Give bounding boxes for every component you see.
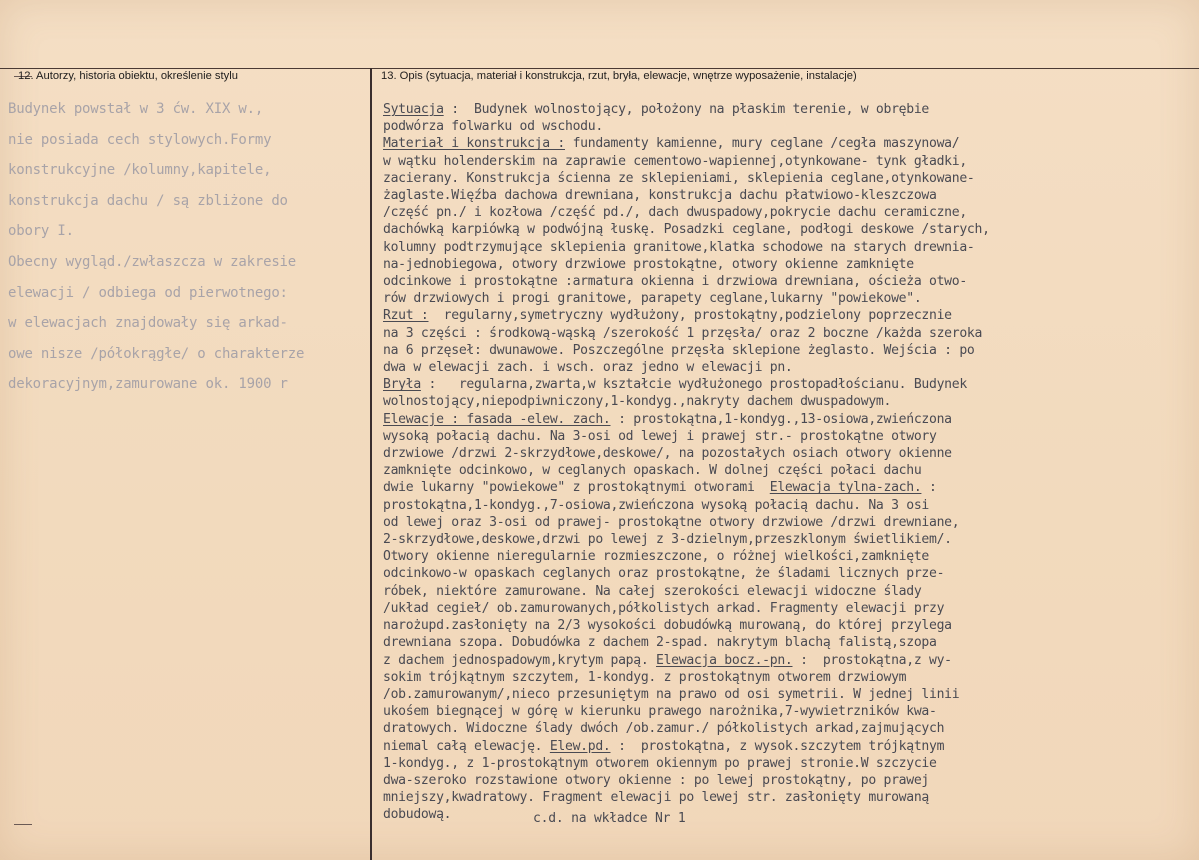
text-segment: dwa-szeroko rozstawione otwory okienne : po lewej prostokątny, po prawej: [383, 772, 929, 788]
text-segment: /układ cegieł/ ob.zamurowanych,półkolistych arkad. Fragmenty elewacji przy: [383, 600, 945, 616]
text-segment: fundamenty kamienne, mury ceglane /cegła maszynowa/: [565, 136, 960, 152]
underlined-heading: Elewacja tylna-zach.: [769, 480, 922, 496]
text-segment: : regularna,zwarta,w kształcie wydłużonego prostopadłościanu. Budynek: [420, 377, 967, 393]
text-line: [383, 686, 1195, 703]
underlined-heading: Sytuacja: [383, 102, 444, 117]
text-segment: sokim trójkątnym szczytem, 1-kondyg. z prostokątnym otworem drzwiowym: [383, 669, 907, 685]
text-line: [383, 135, 1195, 152]
text-segment: narożupd.zasłonięty na 2/3 wysokości dobudówką murowaną, do której przylega: [383, 618, 952, 634]
text-segment: z dachem jednospadowym,krytym papą.: [383, 652, 656, 668]
text-line: [383, 600, 1195, 617]
text-line: [383, 118, 1195, 135]
underlined-heading: Elew.pd.: [549, 738, 611, 754]
text-segment: kolumny podtrzymujące sklepienia granitowe,klatka schodowe na starych drewnia-: [383, 239, 975, 255]
text-segment: żaglaste.Więźba dachowa drewniana, konstrukcja dachu płatwiowo-kleszczowa: [383, 188, 937, 204]
text-segment: drzwiowe /drzwi 2-skrzydłowe,deskowe/, na pozostałych osiach otwory okienne: [383, 446, 952, 462]
text-segment: dwa w elewacji zach. i wsch. oraz jedno w elewacji pn.: [383, 360, 793, 376]
continuation-note: c.d. na wkładce Nr 1: [533, 811, 686, 826]
text-line: [383, 428, 1195, 445]
text-segment: 1-kondyg., z 1-prostokątnym otworem okiennym po prawej stronie.W szczycie: [383, 755, 937, 771]
text-line: [383, 772, 1195, 789]
text-line: konstrukcja dachu / są zbliżone do: [8, 192, 288, 209]
text-line: [383, 411, 1195, 428]
text-segment: 2-skrzydłowe,deskowe,drzwi po lewej z 3-dzielnym,przeszklonym świetlikiem/.: [383, 532, 952, 548]
text-line: [383, 221, 1195, 238]
text-segment: wysoką połacią dachu. Na 3-osi od lewej i prawej str.- prostokątne otwory: [383, 428, 937, 444]
section-13-text: [383, 101, 1195, 824]
text-segment: ukośem biegnącej w górę w kierunku prawego narożnika,7-wywietrzników kwa-: [383, 704, 937, 720]
text-line: [383, 101, 1195, 118]
text-line: [383, 445, 1195, 462]
text-segment: regularny,symetryczny wydłużony, prostokątny,podzielony poprzecznie: [428, 308, 952, 324]
text-line: [383, 565, 1195, 582]
text-segment: na 6 przęseł: dwunawowe. Poszczególne przęsła sklepione żeglasto. Wejścia : po: [383, 342, 975, 358]
text-segment: podwórza folwarku od wschodu.: [383, 119, 603, 135]
text-segment: Otwory okienne nieregularnie rozmieszczone, o różnej wielkości,zamknięte: [383, 549, 929, 565]
text-line: [383, 703, 1195, 720]
text-line: [383, 531, 1195, 548]
underlined-heading: Rzut :: [383, 308, 429, 324]
text-segment: rów drzwiowych i progi granitowe, parapety ceglane,lukarny "powiekowe".: [383, 291, 922, 307]
text-segment: dwie lukarny "powiekowe" z prostokątnymi otworami: [383, 480, 770, 496]
text-line: [383, 806, 1195, 823]
text-segment: dachówką karpiówką w podwójną łuskę. Posadzki ceglane, podłogi deskowe /starych,: [383, 222, 990, 238]
section-12-heading: 12. Autorzy, historia obiektu, określenie stylu: [18, 70, 238, 82]
text-line: [383, 393, 1195, 410]
margin-tick: [14, 824, 32, 825]
text-segment: dratowych. Widoczne ślady dwóch /ob.zamur./ półkolistych arkad,zajmujących: [383, 721, 945, 737]
text-line: [383, 187, 1195, 204]
text-line: [383, 548, 1195, 565]
text-segment: : prostokątna,1-kondyg.,13-osiowa,zwieńczona: [610, 411, 952, 427]
underlined-heading: Bryła: [383, 377, 421, 393]
text-segment: : Budynek wolnostojący, położony na płaskim terenie, w obrębie: [443, 102, 929, 117]
text-line: [383, 462, 1195, 479]
text-line: [383, 652, 1195, 669]
underlined-heading: Materiał i konstrukcja :: [383, 136, 565, 152]
text-line: [383, 617, 1195, 634]
text-line: [383, 359, 1195, 376]
text-segment: dobudową.: [383, 807, 452, 823]
text-line: [383, 325, 1195, 342]
text-line: [383, 273, 1195, 290]
text-line: [383, 290, 1195, 307]
text-line: [383, 170, 1195, 187]
text-segment: zamknięte odcinkowo, w ceglanych opaskach. W dolnej części połaci dachu: [383, 463, 922, 479]
section-13-heading: 13. Opis (sytuacja, materiał i konstrukcja, rzut, bryła, elewacje, wnętrze wyposażenie, instalacje): [381, 70, 857, 82]
text-line: [383, 634, 1195, 651]
text-segment: : prostokątna,z wy-: [792, 652, 952, 668]
text-line: [383, 376, 1195, 393]
text-segment: na-jednobiegowa, otwory drzwiowe prostokątne, otwory okienne zamknięte: [383, 256, 914, 272]
underlined-heading: Elewacje : fasada -elew. zach.: [383, 411, 611, 427]
text-line: [383, 755, 1195, 772]
text-line: w elewacjach znajdowały się arkad-: [8, 315, 288, 332]
text-line: [383, 497, 1195, 514]
text-line: Budynek powstał w 3 ćw. XIX w.,: [8, 101, 264, 117]
text-segment: od lewej oraz 3-osi od prawej- prostokątne otwory drzwiowe /drzwi drewniane,: [383, 514, 960, 530]
text-line: [383, 239, 1195, 256]
text-segment: w wątku holenderskim na zaprawie cementowo-wapiennej,otynkowane- tynk gładki,: [383, 153, 967, 169]
text-segment: : prostokątna, z wysok.szczytem trójkątnym: [610, 738, 945, 754]
text-line: owe nisze /półokrągłe/ o charakterze: [8, 345, 305, 362]
text-segment: :: [921, 480, 937, 496]
text-segment: odcinkowe i prostokątne :armatura okienna i drzwiowa drewniana, ościeża otwo-: [383, 274, 967, 290]
text-line: nie posiada cech stylowych.Formy: [8, 131, 272, 148]
text-segment: róbek, niektóre zamurowane. Na całej szerokości elewacji widoczne ślady: [383, 583, 922, 599]
text-line: [383, 479, 1195, 496]
text-segment: niemal całą elewację.: [383, 738, 550, 754]
text-line: dekoracyjnym,zamurowane ok. 1900 r: [8, 376, 288, 393]
text-line: [383, 342, 1195, 359]
text-line: [383, 789, 1195, 806]
section-12-text: [8, 94, 368, 400]
text-segment: mniejszy,kwadratowy. Fragment elewacji po lewej str. zasłonięty murowaną: [383, 790, 929, 806]
top-rule: [0, 68, 1199, 69]
text-line: [383, 583, 1195, 600]
text-line: [383, 514, 1195, 531]
underlined-heading: Elewacja bocz.-pn.: [656, 652, 793, 668]
text-segment: /ob.zamurowanym/,nieco przesuniętym na prawo od osi symetrii. W jednej linii: [383, 686, 960, 702]
text-line: [383, 204, 1195, 221]
text-segment: drewniana szopa. Dobudówka z dachem 2-spad. nakrytym blachą falistą,szopa: [383, 635, 937, 651]
text-line: [383, 738, 1195, 755]
text-segment: zacierany. Konstrukcja ścienna ze sklepieniami, sklepienia ceglane,otynkowane-: [383, 170, 975, 186]
text-segment: /część pn./ i kozłowa /część pd./, dach dwuspadowy,pokrycie dachu ceramiczne,: [383, 205, 967, 221]
text-line: [383, 669, 1195, 686]
text-segment: wolnostojący,niepodpiwniczony,1-kondyg.,nakryty dachem dwuspadowym.: [383, 394, 892, 410]
text-line: [383, 256, 1195, 273]
text-line: konstrukcyjne /kolumny,kapitele,: [8, 162, 272, 179]
column-divider: [370, 68, 372, 860]
text-line: elewacji / odbiega od pierwotnego:: [8, 284, 288, 301]
text-line: obory I.: [8, 223, 74, 240]
text-segment: odcinkowo-w opaskach ceglanych oraz prostokątne, że śladami licznych prze-: [383, 566, 945, 582]
text-line: [383, 720, 1195, 737]
text-segment: prostokątna,1-kondyg.,7-osiowa,zwieńczona wysoką połacią dachu. Na 3 osi: [383, 497, 929, 513]
text-line: [383, 153, 1195, 170]
text-segment: na 3 części : środkową-wąską /szerokość 1 przęsła/ oraz 2 boczne /każda szeroka: [383, 325, 983, 341]
text-line: [383, 307, 1195, 324]
text-line: Obecny wygląd./zwłaszcza w zakresie: [8, 253, 297, 270]
